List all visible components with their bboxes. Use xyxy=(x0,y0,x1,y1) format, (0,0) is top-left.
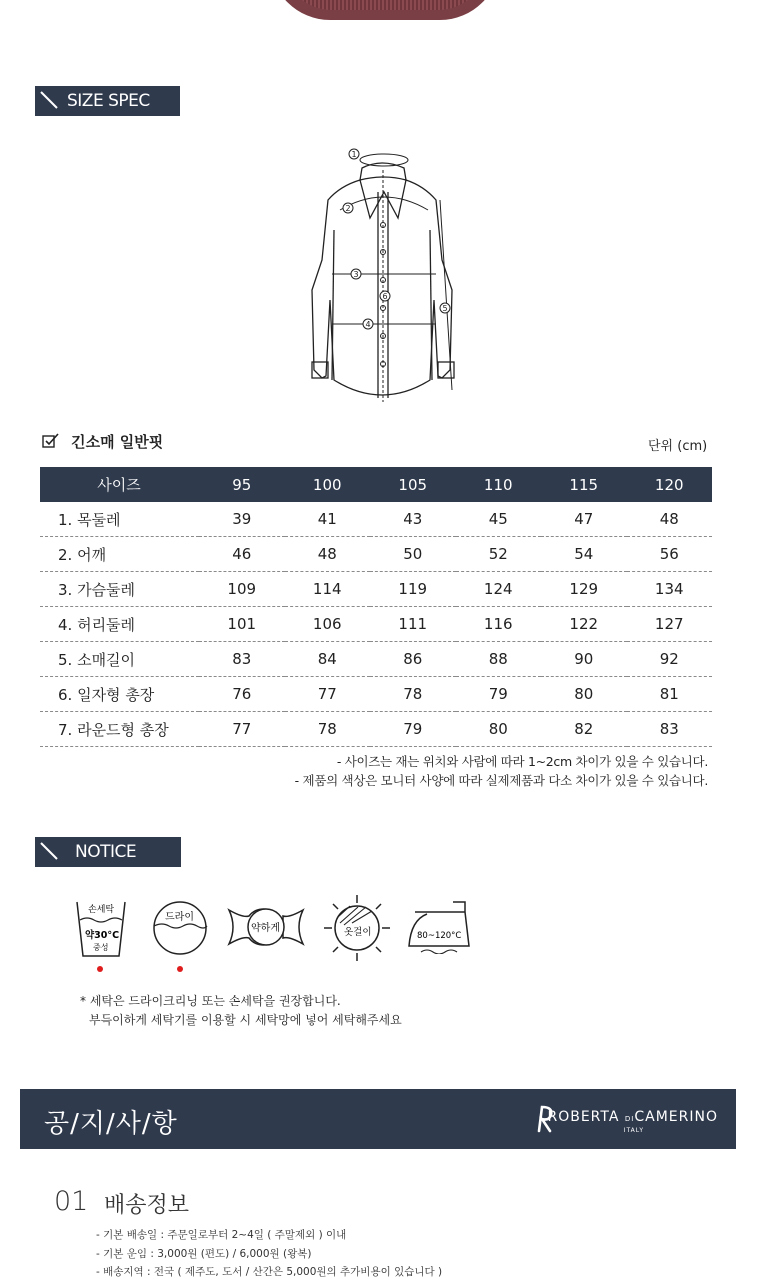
cell: 109 xyxy=(199,572,285,607)
marker-6: 6 xyxy=(382,292,388,301)
notice-label: NOTICE xyxy=(75,842,137,862)
checkbox-icon xyxy=(42,433,60,449)
row-label: 2. 어깨 xyxy=(40,537,199,572)
marker-2: 2 xyxy=(345,204,351,213)
slash-icon xyxy=(39,90,59,110)
handwash-top-label: 손세탁 xyxy=(88,905,115,915)
table-row xyxy=(40,572,712,607)
cell: 106 xyxy=(285,607,371,642)
recommended-dot-1 xyxy=(97,966,103,972)
cell: 82 xyxy=(541,712,627,747)
cell: 90 xyxy=(541,642,627,677)
cell: 127 xyxy=(627,607,713,642)
weak-label: 약하게 xyxy=(251,923,280,934)
size-table-title-row xyxy=(42,431,163,452)
brand-end: CAMERINO xyxy=(634,1109,718,1125)
hanger-dry-icon xyxy=(322,893,392,963)
header-cell: 100 xyxy=(285,467,371,502)
cell: 129 xyxy=(541,572,627,607)
cell: 80 xyxy=(541,677,627,712)
cell: 114 xyxy=(285,572,371,607)
row-label: 3. 가슴둘레 xyxy=(40,572,199,607)
shipping-title: 배송정보 xyxy=(104,1193,190,1218)
table-row xyxy=(40,537,712,572)
header-cell: 110 xyxy=(456,467,542,502)
gentle-twist-icon xyxy=(227,906,305,948)
size-table-header xyxy=(40,467,712,502)
notice-banner xyxy=(20,1089,736,1149)
cell: 81 xyxy=(627,677,713,712)
dryclean-label: 드라이 xyxy=(165,912,194,923)
header-cell: 사이즈 xyxy=(40,467,199,502)
row-label: 4. 허리둘레 xyxy=(40,607,199,642)
iron-temp-label: 80~120°C xyxy=(417,931,462,941)
marker-1: 1 xyxy=(351,150,357,159)
brand-main: ROBERTA xyxy=(547,1109,620,1125)
header-cell: 120 xyxy=(627,467,713,502)
cell: 78 xyxy=(285,712,371,747)
product-image-fragment xyxy=(270,0,500,20)
table-row xyxy=(40,677,712,712)
table-row xyxy=(40,712,712,747)
header-cell: 105 xyxy=(370,467,456,502)
row-label: 7. 라운드형 총장 xyxy=(40,712,199,747)
dryclean-icon xyxy=(149,900,211,956)
cell: 92 xyxy=(627,642,713,677)
handwash-icon xyxy=(74,898,128,960)
cell: 39 xyxy=(199,502,285,537)
notice-tag xyxy=(35,837,181,867)
marker-5: 5 xyxy=(442,304,448,313)
cell: 77 xyxy=(285,677,371,712)
cell: 79 xyxy=(456,677,542,712)
cell: 84 xyxy=(285,642,371,677)
cell: 116 xyxy=(456,607,542,642)
header-cell: 115 xyxy=(541,467,627,502)
shirt-measurement-diagram xyxy=(300,140,465,410)
shipping-line-1: - 기본 배송일 : 주문일로부터 2~4일 ( 주말제외 ) 이내 xyxy=(96,1229,347,1241)
marker-3: 3 xyxy=(353,270,359,279)
table-row xyxy=(40,607,712,642)
cell: 48 xyxy=(285,537,371,572)
cell: 111 xyxy=(370,607,456,642)
cell: 124 xyxy=(456,572,542,607)
unit-label: 단위 (cm) xyxy=(648,439,708,454)
size-note-2: - 제품의 색상은 모니터 사양에 따라 실제제품과 다소 차이가 있을 수 있습니다. xyxy=(294,773,708,788)
table-row xyxy=(40,502,712,537)
iron-icon xyxy=(407,898,471,954)
cell: 46 xyxy=(199,537,285,572)
table-row xyxy=(40,642,712,677)
size-table xyxy=(40,467,712,747)
cell: 78 xyxy=(370,677,456,712)
cell: 122 xyxy=(541,607,627,642)
row-label: 5. 소매길이 xyxy=(40,642,199,677)
recommended-dot-2 xyxy=(177,966,183,972)
shipping-number: 01 xyxy=(54,1186,89,1217)
care-text-1: * 세탁은 드라이크리닝 또는 손세탁을 권장합니다. xyxy=(80,994,341,1008)
cell: 86 xyxy=(370,642,456,677)
header-cell: 95 xyxy=(199,467,285,502)
handwash-detergent-label: 중성 xyxy=(93,943,109,952)
size-note-1: - 사이즈는 재는 위치와 사람에 따라 1~2cm 차이가 있을 수 있습니다. xyxy=(336,754,708,769)
brand-logo-text xyxy=(547,1109,718,1125)
cell: 79 xyxy=(370,712,456,747)
brand-di: DI xyxy=(624,1115,635,1123)
cell: 77 xyxy=(199,712,285,747)
cell: 101 xyxy=(199,607,285,642)
handwash-temp-label: 약30°C xyxy=(85,930,120,941)
cell: 83 xyxy=(627,712,713,747)
care-text-2: 부득이하게 세탁기를 이용할 시 세탁망에 넣어 세탁해주세요 xyxy=(89,1013,402,1027)
slash-icon xyxy=(39,841,59,861)
cell: 45 xyxy=(456,502,542,537)
hanger-label: 옷걸이 xyxy=(344,927,372,938)
brand-sub: ITALY xyxy=(623,1127,644,1134)
shipping-line-2: - 기본 운임 : 3,000원 (편도) / 6,000원 (왕복) xyxy=(96,1248,312,1260)
cell: 80 xyxy=(456,712,542,747)
cell: 52 xyxy=(456,537,542,572)
size-table-title: 긴소매 일반핏 xyxy=(71,433,164,451)
banner-title: 공/지/사/항 xyxy=(44,1109,178,1139)
cell: 48 xyxy=(627,502,713,537)
row-label: 6. 일자형 총장 xyxy=(40,677,199,712)
size-spec-tag xyxy=(35,86,180,116)
cell: 76 xyxy=(199,677,285,712)
cell: 47 xyxy=(541,502,627,537)
cell: 88 xyxy=(456,642,542,677)
cell: 54 xyxy=(541,537,627,572)
cell: 41 xyxy=(285,502,371,537)
row-label: 1. 목둘레 xyxy=(40,502,199,537)
cell: 56 xyxy=(627,537,713,572)
marker-4: 4 xyxy=(365,320,371,329)
cell: 43 xyxy=(370,502,456,537)
cell: 134 xyxy=(627,572,713,607)
size-spec-label: SIZE SPEC xyxy=(67,91,150,111)
shipping-line-3: - 배송지역 : 전국 ( 제주도, 도서 / 산간은 5,000원의 추가비용이 있습니다 ) xyxy=(96,1266,443,1278)
cell: 50 xyxy=(370,537,456,572)
cell: 83 xyxy=(199,642,285,677)
cell: 119 xyxy=(370,572,456,607)
